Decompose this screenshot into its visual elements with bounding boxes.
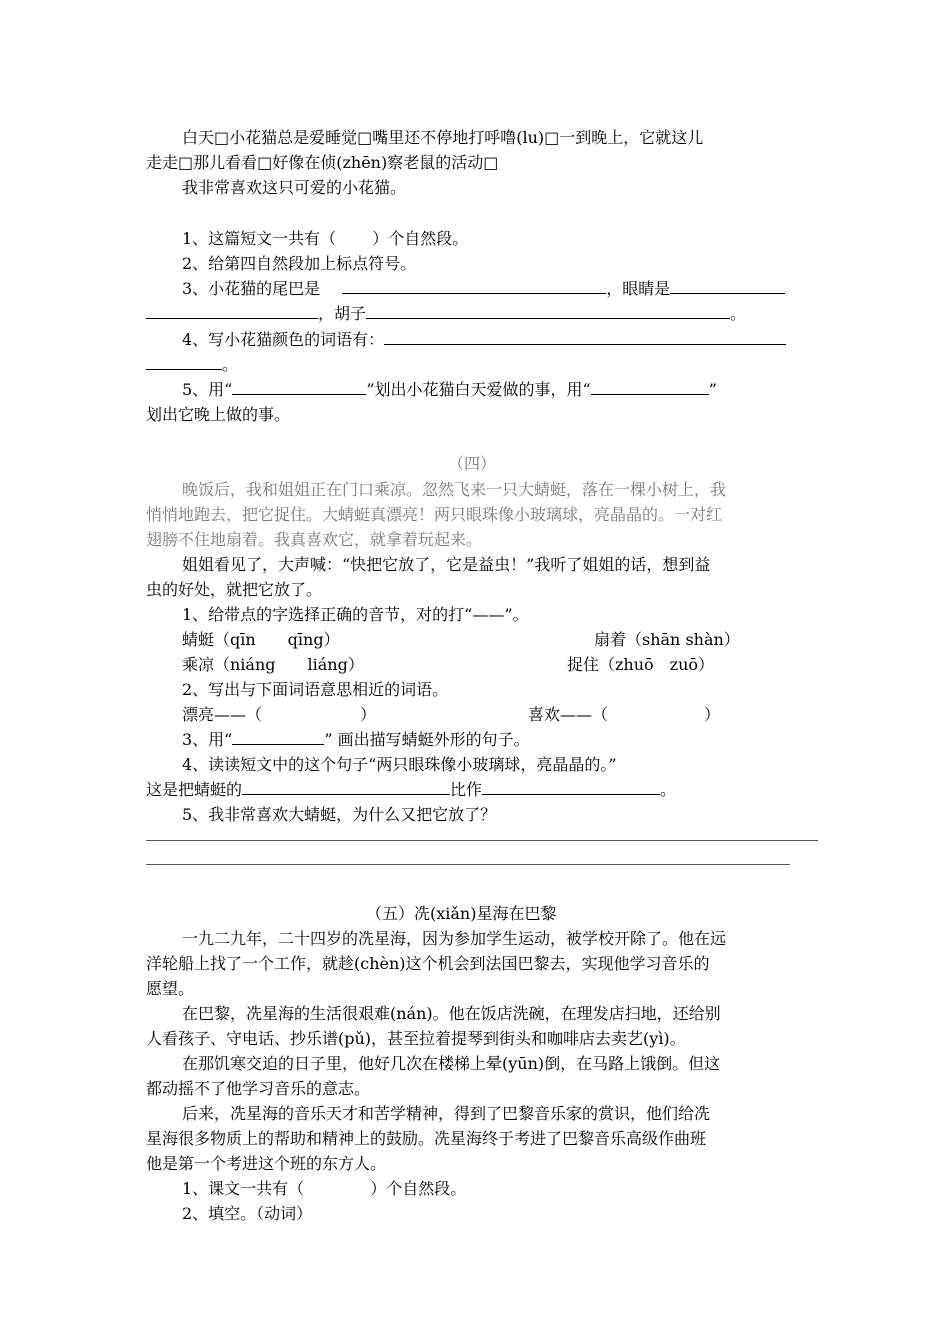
question-text: 5、用“ [182,380,233,399]
underline-sample [232,728,324,745]
answer-blank[interactable] [342,277,606,294]
question-4-cont [146,353,238,377]
paragraph-line: 在巴黎，冼星海的生活很艰难(nán)。他在饭店洗碗，在理发店扫地，还给别 [182,1004,721,1023]
paragraph-line: 一九二九年，二十四岁的冼星海，因为参加学生运动，被学校开除了。他在远 [182,929,727,948]
question-text: 1、课文一共有（ [182,1179,305,1198]
question-text: 。 [730,304,747,323]
question-1: 1、给带点的字选择正确的音节，对的打“——”。 [182,605,529,624]
question-text: 1、这篇短文一共有（ [182,229,337,248]
answer-blank[interactable] [366,302,730,319]
question-2: 2、写出与下面词语意思相近的词语。 [182,680,449,699]
answer-line[interactable] [146,840,818,841]
question-5 [182,378,717,402]
question-1 [182,227,468,251]
paragraph-line: 悄悄地跑去，把它捉住。大蜻蜓真漂亮！两只眼珠像小玻璃球，亮晶晶的。一对红 [146,505,723,524]
paragraph-line: 晚饭后，我和姐姐正在门口乘凉。忽然飞来一只大蜻蜓，落在一棵小树上，我 [182,480,727,499]
question-text: ”划出小花猫白天爱做的事，用“ [366,380,591,399]
paragraph-line: 白天□小花猫总是爱睡觉□嘴里还不停地打呼噜(lu)□一到晚上，它就这儿 [182,128,704,147]
question-1 [182,1177,466,1201]
paragraph-line: 后来，冼星海的音乐天才和苦学精神，得到了巴黎音乐家的赏识，他们给冼 [182,1104,711,1123]
question-5-cont: 划出它晚上做的事。 [146,405,291,424]
answer-blank[interactable] [146,302,318,319]
paragraph-line: 走走□那儿看看□好像在侦(zhēn)察老鼠的活动□ [146,153,499,172]
paragraph-line: 他是第一个考进这个班的东方人。 [146,1154,387,1173]
paragraph-line: 星海很多物质上的帮助和精神上的鼓励。冼星海终于考进了巴黎音乐高级作曲班 [146,1129,707,1148]
pinyin-choice[interactable]: 乘凉（niáng liáng） [182,655,364,674]
synonym-item [182,703,376,727]
underline-sample [232,378,366,395]
question-3 [182,277,785,301]
question-text: ，眼睛是 [606,279,671,298]
paragraph-line: 洋轮船上找了一个工作，就趁(chèn)这个机会到法国巴黎去，实现他学习音乐的 [146,954,710,973]
question-text: 喜欢——（ [528,705,609,724]
answer-blank[interactable] [146,353,222,370]
question-4-cont [146,778,676,802]
question-text: ）个自然段。 [372,229,469,248]
pinyin-choice[interactable]: 扇着（shān shàn） [594,630,740,649]
question-text: ” 画出描写蜻蜓外形的句子。 [324,730,530,749]
question-4: 4、读读短文中的这个句子“两只眼珠像小玻璃球，亮晶晶的。” [182,755,617,774]
question-text: ” [708,380,717,399]
paragraph-line: 虫的好处，就把它放了。 [146,580,323,599]
answer-blank[interactable] [384,328,786,345]
question-text: 4、写小花猫颜色的词语有： [182,330,385,349]
question-text: ） [360,705,377,724]
paragraph-line: 人看孩子、守电话、抄乐谱(pǔ)，甚至拉着提琴到街头和咖啡店去卖艺(yì)。 [146,1029,686,1048]
paragraph-line: 翅膀不住地扇着。我真喜欢它，就拿着玩起来。 [146,530,483,549]
question-3-cont [146,302,746,326]
section-heading: （五）冼(xiǎn)星海在巴黎 [366,904,557,923]
question-text: ） [704,705,721,724]
question-2: 2、填空。（动词） [182,1204,313,1223]
section-heading: （四） [448,454,497,473]
paragraph-line: 愿望。 [146,979,195,998]
paragraph-line: 都动摇不了他学习音乐的意志。 [146,1079,371,1098]
underline-sample [591,378,709,395]
question-text: 3、小花猫的尾巴是 [182,279,321,298]
answer-blank[interactable] [242,778,450,795]
question-text: 比作 [450,780,483,799]
pinyin-choice[interactable]: 蜻蜓（qīn qīng） [182,630,340,649]
question-text: ）个自然段。 [370,1179,467,1198]
answer-line[interactable] [146,864,790,865]
question-5: 5、我非常喜欢大蜻蜓，为什么又把它放了？ [182,805,497,824]
question-2: 2、给第四自然段加上标点符号。 [182,254,417,273]
question-text: 3、用“ [182,730,233,749]
question-text: 。 [660,780,677,799]
pinyin-choice[interactable]: 捉住（zhuō zuō） [567,655,715,674]
paragraph-line: 在那饥寒交迫的日子里，他好几次在楼梯上晕(yūn)倒，在马路上饿倒。但这 [182,1054,721,1073]
question-4 [182,328,786,352]
paragraph-line: 姐姐看见了，大声喊：“快把它放了，它是益虫！”我听了姐姐的话，想到益 [182,555,711,574]
answer-blank[interactable] [670,277,785,294]
question-text: 这是把蜻蜓的 [146,780,243,799]
question-3 [182,728,530,752]
paragraph-line: 我非常喜欢这只可爱的小花猫。 [182,178,407,197]
question-text: ，胡子 [318,304,367,323]
question-text: 漂亮——（ [182,705,263,724]
synonym-item [528,703,720,727]
question-text: 。 [222,355,239,374]
answer-blank[interactable] [482,778,660,795]
